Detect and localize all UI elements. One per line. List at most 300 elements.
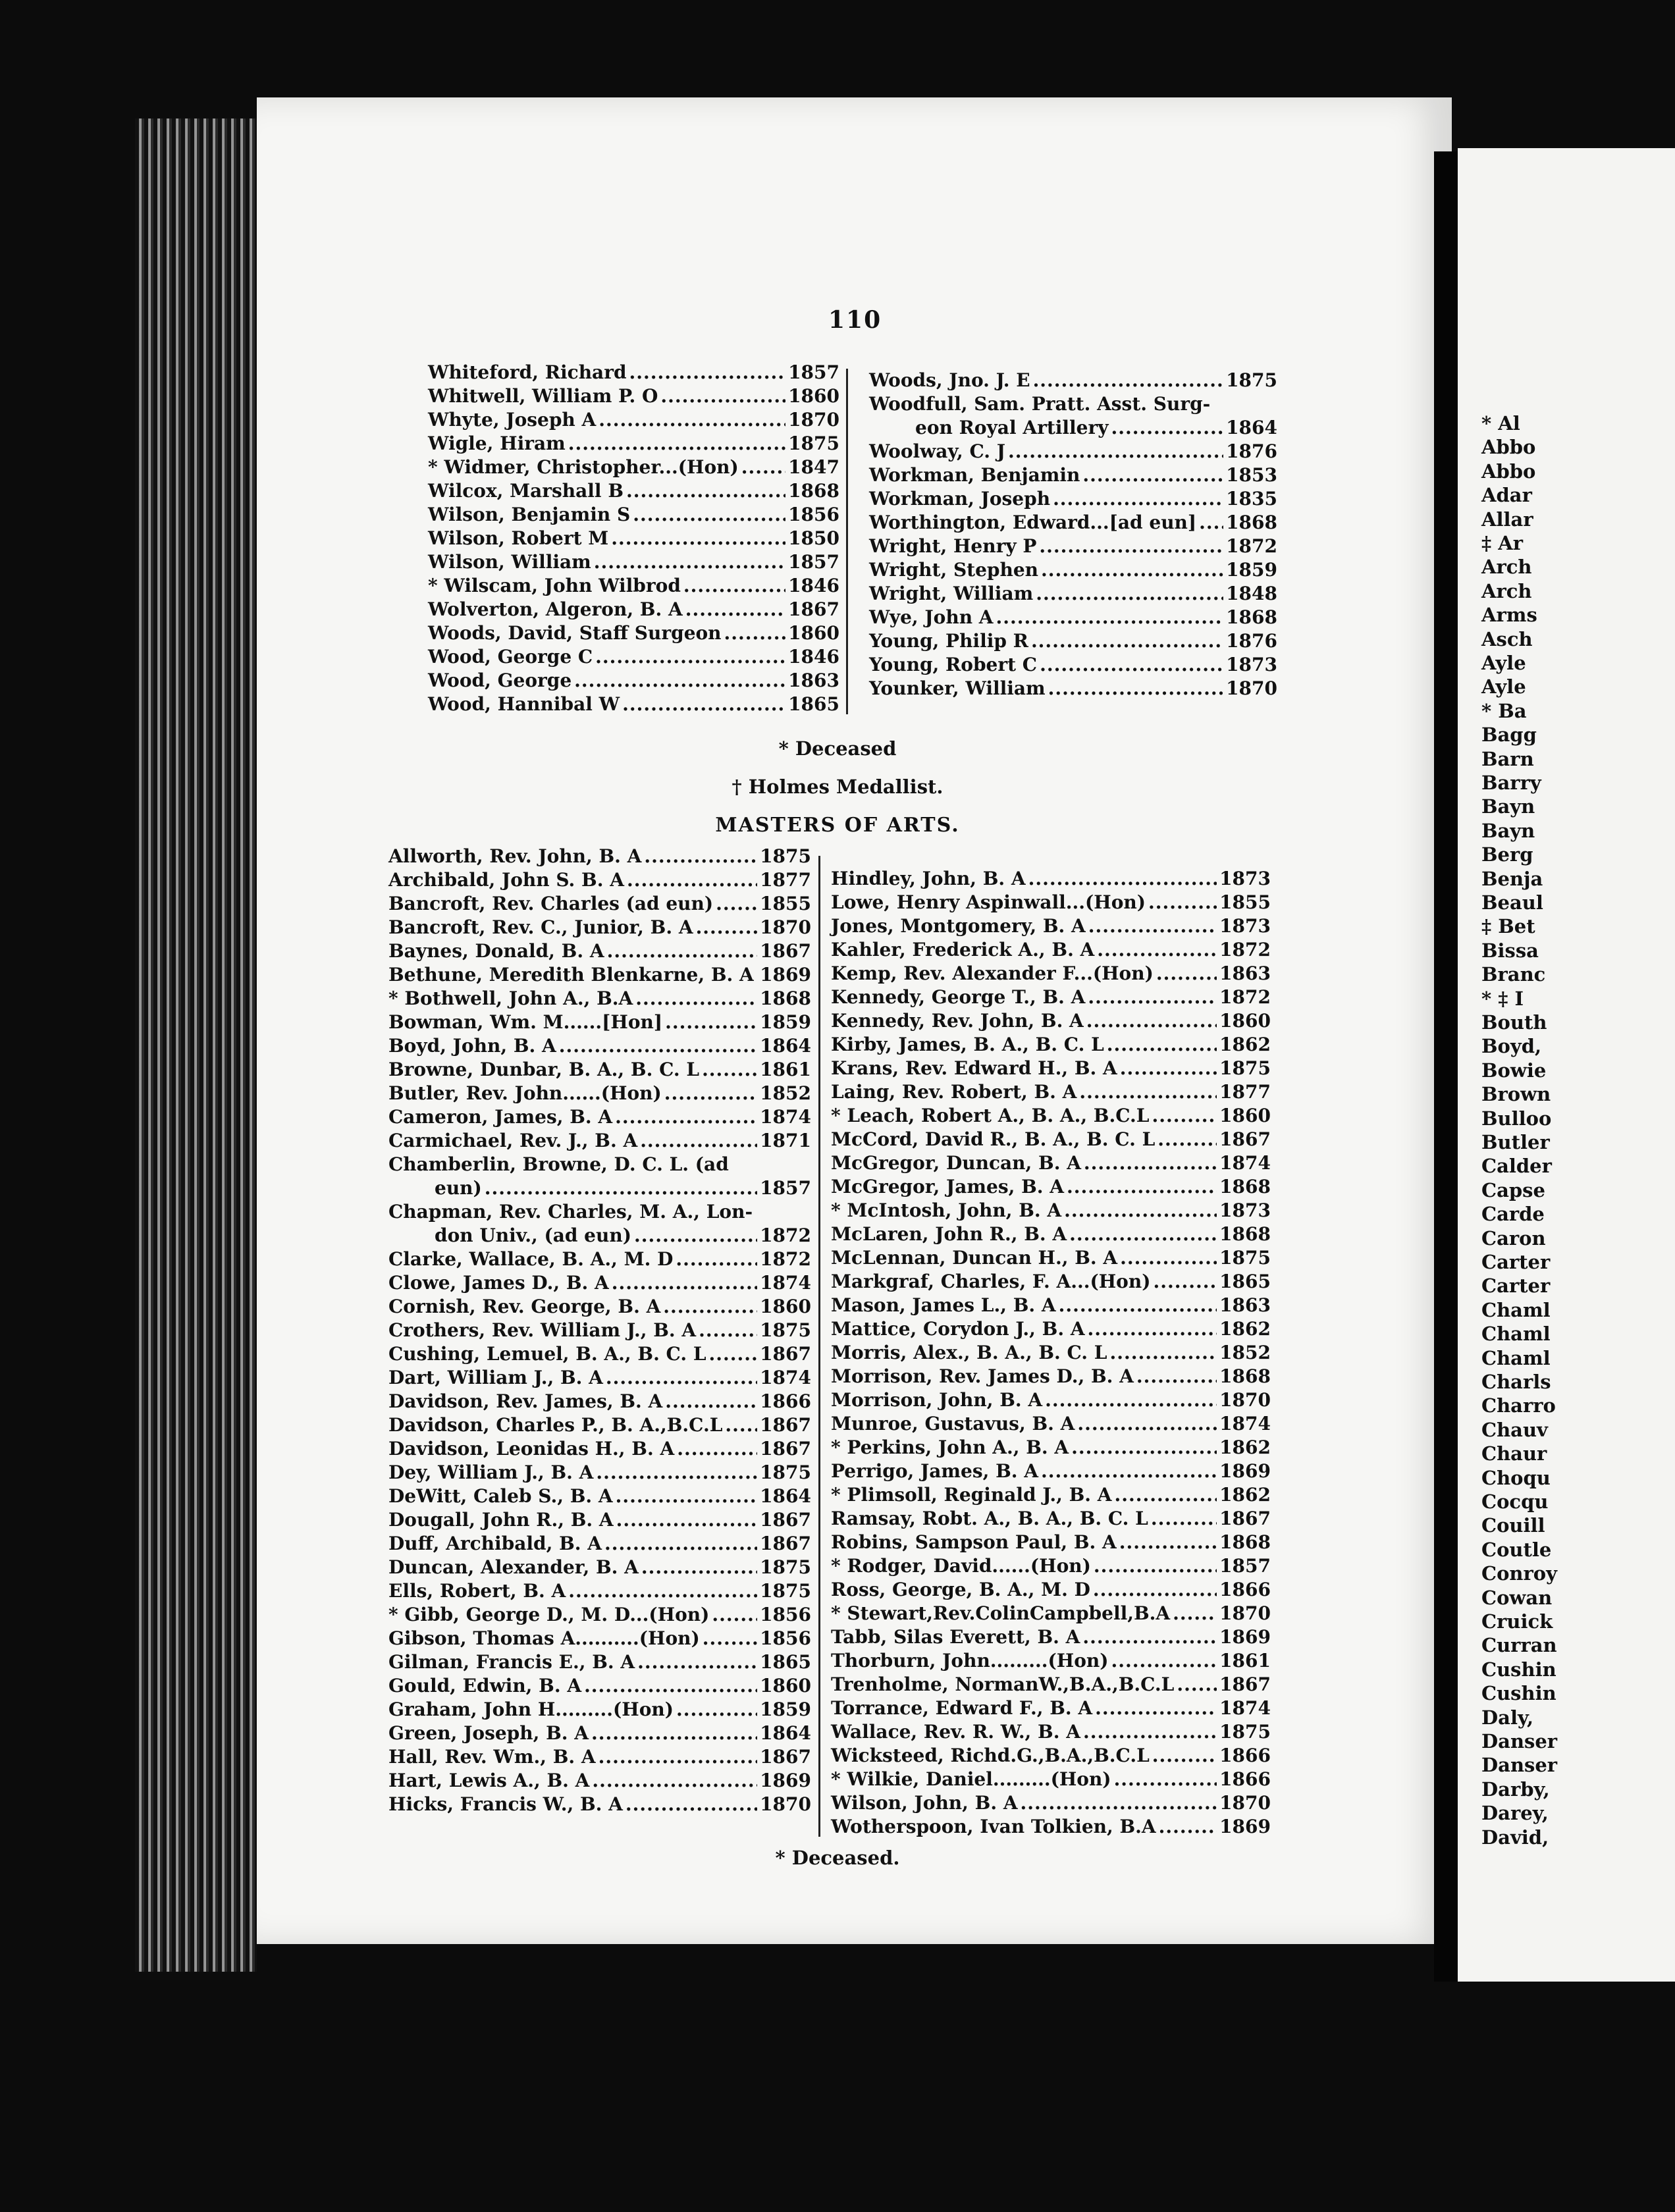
entry-year: 1872 <box>760 1248 811 1270</box>
facing-page-fragment: Chaml <box>1481 1346 1551 1369</box>
entry-name: * Wilkie, Daniel.........(Hon) <box>831 1768 1111 1790</box>
entry-year: 1860 <box>1219 1105 1271 1126</box>
entry-year: 1874 <box>1219 1413 1271 1435</box>
entry-name: * Gibb, George D., M. D...(Hon) <box>388 1604 710 1625</box>
entry-year: 1866 <box>1219 1579 1271 1600</box>
dot-leader <box>1041 558 1223 582</box>
list-item <box>831 1223 1271 1246</box>
entry-year: 1872 <box>1219 939 1271 961</box>
entry-name: Woolway, C. J <box>869 440 1006 462</box>
facing-page-fragment: Boyd, <box>1481 1035 1542 1058</box>
facing-page-fragment: Ayle <box>1481 652 1526 674</box>
entry-year: 1862 <box>1219 1436 1271 1458</box>
list-item <box>388 1508 811 1532</box>
facing-page-fragment: Conroy <box>1481 1562 1557 1585</box>
entry-year: 1875 <box>788 433 839 454</box>
entry-year: 1867 <box>760 1746 811 1768</box>
entry-year: 1865 <box>788 693 839 715</box>
list-item <box>388 1390 811 1413</box>
dot-leader <box>637 1650 757 1674</box>
list-item <box>388 1058 811 1082</box>
list-item <box>831 1246 1271 1270</box>
dot-leader <box>1048 677 1223 700</box>
entry-name: Butler, Rev. John......(Hon) <box>388 1082 662 1104</box>
list-item <box>388 1556 811 1579</box>
list-item <box>428 527 839 550</box>
facing-page-fragment: Abbo <box>1481 436 1536 459</box>
entry-name: Worthington, Edward...[ad eun] <box>869 512 1197 533</box>
list-item <box>831 1033 1271 1057</box>
list-item <box>388 1105 811 1129</box>
dot-leader <box>696 916 758 939</box>
entry-year: 1865 <box>1219 1271 1271 1292</box>
dot-leader <box>1028 867 1217 891</box>
entry-name: * Leach, Robert A., B. A., B.C.L <box>831 1105 1150 1126</box>
entry-year: 1857 <box>1219 1555 1271 1577</box>
entry-name: * Wilscam, John Wilbrod <box>428 575 681 596</box>
entry-year: 1861 <box>760 1059 811 1080</box>
entry-name: Cushing, Lemuel, B. A., B. C. L <box>388 1343 706 1365</box>
list-item <box>831 938 1271 962</box>
facing-page-fragment: Coutle <box>1481 1538 1552 1561</box>
entry-name: Woods, David, Staff Surgeon <box>428 622 722 644</box>
entry-year: 1875 <box>1219 1247 1271 1269</box>
facing-page-fragment: Arch <box>1481 579 1532 602</box>
list-item <box>388 1271 811 1295</box>
dot-leader <box>625 1793 757 1816</box>
entry-year: 1848 <box>1226 583 1277 604</box>
entry-year: 1877 <box>1219 1081 1271 1103</box>
entry-year: 1866 <box>1219 1745 1271 1766</box>
list-item <box>831 1104 1271 1128</box>
list-item <box>388 1200 811 1224</box>
list-item <box>831 1412 1271 1436</box>
entry-name: Mason, James L., B. A <box>831 1294 1056 1316</box>
entry-name: * Widmer, Christopher...(Hon) <box>428 456 739 478</box>
entry-name: Tabb, Silas Everett, B. A <box>831 1626 1080 1648</box>
dot-leader <box>595 645 785 669</box>
dot-leader <box>676 1698 757 1722</box>
list-item <box>869 463 1277 487</box>
list-item <box>831 962 1271 986</box>
entry-name: Wood, Hannibal W <box>428 693 620 715</box>
dot-leader <box>741 456 785 479</box>
entry-name: Duff, Archibald, B. A <box>388 1533 602 1554</box>
entry-name: * Rodger, David......(Hon) <box>831 1555 1091 1577</box>
dot-leader <box>641 1556 757 1579</box>
facing-page-fragment: Brown <box>1481 1083 1551 1106</box>
list-item <box>831 1317 1271 1341</box>
column-divider <box>846 369 848 714</box>
list-item <box>831 1483 1271 1507</box>
facing-page-fragment: Darey, <box>1481 1802 1549 1825</box>
entry-year: 1862 <box>1219 1484 1271 1506</box>
entry-year: 1875 <box>1219 1721 1271 1743</box>
dot-leader <box>1177 1673 1217 1697</box>
facing-page-fragment: * Ba <box>1481 699 1527 722</box>
deceased-note: * Deceased <box>778 737 897 760</box>
dot-leader <box>1095 1697 1217 1720</box>
list-item <box>831 867 1271 891</box>
dot-leader <box>665 1390 757 1413</box>
entry-year: 1869 <box>760 964 811 986</box>
dot-leader <box>1039 535 1223 558</box>
entry-name: Whiteford, Richard <box>428 361 627 383</box>
entry-name: eun) <box>435 1177 482 1199</box>
list-item <box>831 1151 1271 1175</box>
dot-leader <box>616 1485 757 1508</box>
dot-leader <box>724 621 786 645</box>
entry-name: Dougall, John R., B. A <box>388 1509 614 1531</box>
dot-leader <box>615 1105 757 1129</box>
entry-year: 1868 <box>1226 606 1277 628</box>
dot-leader <box>1153 1270 1217 1294</box>
list-item <box>831 1199 1271 1223</box>
facing-page-fragment: Calder <box>1481 1155 1552 1178</box>
entry-year: 1855 <box>760 893 811 914</box>
list-item <box>388 1153 811 1176</box>
dot-leader <box>1033 369 1224 392</box>
entry-year: 1866 <box>760 1390 811 1412</box>
dot-leader <box>1114 1768 1217 1791</box>
list-item <box>428 693 839 716</box>
deceased-note-bottom: * Deceased. <box>775 1847 900 1869</box>
entry-year: 1863 <box>1219 962 1271 984</box>
dot-leader <box>677 1437 757 1461</box>
entry-name: Torrance, Edward F., B. A <box>831 1697 1093 1719</box>
entry-year: 1867 <box>760 1414 811 1436</box>
entry-name: Dart, William J., B. A <box>388 1367 603 1388</box>
entry-name: * Plimsoll, Reginald J., B. A <box>831 1484 1112 1506</box>
entry-name: Kirby, James, B. A., B. C. L <box>831 1034 1104 1055</box>
list-item <box>428 503 839 527</box>
facing-page-fragment: Cruick <box>1481 1610 1553 1633</box>
entry-year: 1871 <box>760 1130 811 1151</box>
dot-leader <box>592 1769 757 1793</box>
entry-name: Thorburn, John.........(Hon) <box>831 1650 1109 1672</box>
entry-year: 1874 <box>1219 1697 1271 1719</box>
dot-leader <box>660 384 785 408</box>
list-item <box>428 621 839 645</box>
list-item <box>428 598 839 621</box>
list-item <box>388 1532 811 1556</box>
dot-leader <box>622 693 785 716</box>
entry-year: 1869 <box>760 1770 811 1791</box>
list-item <box>388 1176 811 1200</box>
entry-name: Gibson, Thomas A..........(Hon) <box>388 1627 700 1649</box>
entry-year: 1872 <box>1219 986 1271 1008</box>
entry-name: Kennedy, George T., B. A <box>831 986 1086 1008</box>
list-item <box>428 408 839 432</box>
entry-year: 1868 <box>788 480 839 502</box>
entry-name: Chapman, Rev. Charles, M. A., Lon- <box>388 1201 753 1223</box>
graduates-right-column <box>869 369 1277 700</box>
list-item <box>428 550 839 574</box>
list-item <box>388 1437 811 1461</box>
facing-page-fragment: Abbo <box>1481 460 1536 483</box>
list-item <box>869 416 1277 440</box>
facing-page-fragment: Beaul <box>1481 891 1543 914</box>
entry-year: 1846 <box>788 646 839 668</box>
entry-name: McGregor, James, B. A <box>831 1176 1064 1198</box>
entry-name: Workman, Benjamin <box>869 464 1080 486</box>
entry-year: 1864 <box>760 1035 811 1057</box>
dot-leader <box>612 1271 757 1295</box>
facing-page-fragment: Arms <box>1481 604 1537 627</box>
list-item <box>831 1649 1271 1673</box>
facing-page-fragment: * Al <box>1481 412 1520 434</box>
facing-page-fragment: Cocqu <box>1481 1490 1549 1513</box>
entry-year: 1861 <box>1219 1650 1271 1672</box>
entry-name: Wallace, Rev. R. W., B. A <box>831 1721 1080 1743</box>
dot-leader <box>1041 1460 1217 1483</box>
entry-name: Allworth, Rev. John, B. A <box>388 845 642 867</box>
list-item <box>388 892 811 916</box>
entry-name: Crothers, Rev. William J., B. A <box>388 1319 697 1341</box>
entry-name: Cameron, James, B. A <box>388 1106 613 1128</box>
entry-year: 1867 <box>760 1438 811 1460</box>
entry-year: 1862 <box>1219 1318 1271 1340</box>
entry-name: Bowman, Wm. M......[Hon] <box>388 1011 663 1033</box>
list-item <box>388 1319 811 1342</box>
facing-page-fragment: ‡ Bet <box>1481 915 1535 938</box>
entry-name: Ramsay, Robt. A., B. A., B. C. L <box>831 1508 1148 1529</box>
entry-year: 1865 <box>760 1651 811 1673</box>
dot-leader <box>1111 416 1224 440</box>
entry-name: Young, Philip R <box>869 630 1028 652</box>
dot-leader <box>702 1058 757 1082</box>
section-title: MASTERS OF ARTS. <box>715 814 960 837</box>
entry-name: Krans, Rev. Edward H., B. A <box>831 1057 1117 1079</box>
entry-name: Davidson, Rev. James, B. A <box>388 1390 663 1412</box>
dot-leader <box>616 1508 757 1532</box>
entry-name: Perrigo, James, B. A <box>831 1460 1038 1482</box>
dot-leader <box>559 1034 757 1058</box>
list-item <box>388 1603 811 1627</box>
masters-right-column <box>831 867 1271 1839</box>
list-item <box>831 914 1271 938</box>
entry-name: Ross, George, B. A., M. D <box>831 1579 1090 1600</box>
facing-page-fragment: Barry <box>1481 772 1541 794</box>
list-item <box>388 845 811 868</box>
entry-name: Whyte, Joseph A <box>428 409 597 431</box>
entry-name: Hicks, Francis W., B. A <box>388 1793 623 1815</box>
dot-leader <box>1115 1483 1217 1507</box>
entry-year: 1856 <box>788 504 839 525</box>
list-item <box>388 1413 811 1437</box>
entry-year: 1873 <box>1219 915 1271 937</box>
list-item <box>831 1768 1271 1791</box>
entry-name: Clowe, James D., B. A <box>388 1272 609 1294</box>
list-item <box>831 1009 1271 1033</box>
entry-year: 1855 <box>1219 891 1271 913</box>
entry-year: 1870 <box>1219 1602 1271 1624</box>
list-item <box>428 479 839 503</box>
entry-year: 1867 <box>1219 1508 1271 1529</box>
entry-name: Baynes, Donald, B. A <box>388 940 604 962</box>
facing-page-fragment: Branc <box>1481 963 1546 986</box>
entry-name: Laing, Rev. Robert, B. A <box>831 1081 1077 1103</box>
dot-leader <box>665 1011 757 1034</box>
list-item <box>831 1460 1271 1483</box>
entry-name: Wilson, Benjamin S <box>428 504 631 525</box>
facing-page-fragment: Barn <box>1481 747 1534 770</box>
entry-name: Young, Robert C <box>869 654 1038 675</box>
list-item <box>388 1342 811 1366</box>
list-item <box>388 1011 811 1034</box>
facing-page-fragment: Adar <box>1481 484 1532 507</box>
entry-year: 1870 <box>760 1793 811 1815</box>
facing-page-fragment: Danser <box>1481 1730 1558 1752</box>
list-item <box>831 1791 1271 1815</box>
entry-name: Morrison, John, B. A <box>831 1389 1043 1411</box>
dot-leader <box>1107 1033 1217 1057</box>
dot-leader <box>1088 914 1217 938</box>
dot-leader <box>1152 1104 1217 1128</box>
dot-leader <box>703 1627 757 1650</box>
entry-year: 1873 <box>1219 868 1271 889</box>
entry-name: Carmichael, Rev. J., B. A <box>388 1130 638 1151</box>
dot-leader <box>1097 938 1217 962</box>
facing-page-fragment: Bouth <box>1481 1011 1547 1034</box>
list-item <box>388 963 811 987</box>
dot-leader <box>629 361 786 384</box>
dot-leader <box>1109 1341 1217 1365</box>
holmes-medallist-note: † Holmes Medallist. <box>731 776 944 798</box>
list-item <box>388 987 811 1011</box>
list-item <box>388 1082 811 1105</box>
list-item <box>388 1129 811 1153</box>
dot-leader <box>1079 1080 1217 1104</box>
entry-year: 1876 <box>1226 630 1277 652</box>
entry-year: 1835 <box>1226 488 1277 510</box>
entry-name: Hindley, John, B. A <box>831 868 1026 889</box>
entry-name: Davidson, Leonidas H., B. A <box>388 1438 675 1460</box>
facing-page-fragment: Bagg <box>1481 724 1537 747</box>
entry-name: Wright, Henry P <box>869 535 1037 557</box>
entry-year: 1859 <box>1226 559 1277 581</box>
entry-name: Dey, William J., B. A <box>388 1462 594 1483</box>
list-item <box>428 645 839 669</box>
entry-year: 1864 <box>760 1485 811 1507</box>
entry-name: Bethune, Meredith Blenkarne, B. A <box>388 964 754 986</box>
entry-name: Munroe, Gustavus, B. A <box>831 1413 1075 1435</box>
entry-name: Woods, Jno. J. E <box>869 369 1030 391</box>
list-item <box>388 939 811 963</box>
entry-year: 1874 <box>760 1272 811 1294</box>
dot-leader <box>1059 1294 1217 1317</box>
entry-year: 1877 <box>760 869 811 891</box>
facing-page-fragment: Chaml <box>1481 1323 1551 1346</box>
dot-leader <box>1094 1554 1217 1578</box>
entry-name: Wigle, Hiram <box>428 433 566 454</box>
dot-leader <box>1093 1578 1217 1602</box>
entry-name: DeWitt, Caleb S., B. A <box>388 1485 613 1507</box>
list-item <box>388 1745 811 1769</box>
entry-name: Robins, Sampson Paul, B. A <box>831 1531 1117 1553</box>
column-divider <box>818 856 820 1837</box>
dot-leader <box>611 527 785 550</box>
dot-leader <box>664 1082 757 1105</box>
list-item <box>428 456 839 479</box>
entry-year: 1875 <box>760 845 811 867</box>
entry-year: 1870 <box>788 409 839 431</box>
list-item <box>831 1625 1271 1649</box>
facing-page-fragment: Carter <box>1481 1275 1551 1298</box>
dot-leader <box>1008 440 1223 463</box>
entry-year: 1867 <box>788 598 839 620</box>
list-item <box>388 1461 811 1485</box>
facing-page-fragment: Chaml <box>1481 1298 1551 1321</box>
entry-year: 1864 <box>1226 417 1277 438</box>
dot-leader <box>635 987 757 1011</box>
facing-page-fragment: Cushin <box>1481 1682 1556 1705</box>
list-item <box>831 1270 1271 1294</box>
facing-page-fragment: Bulloo <box>1481 1107 1552 1130</box>
entry-name: Jones, Montgomery, B. A <box>831 915 1086 937</box>
list-item <box>869 369 1277 392</box>
entry-year: 1868 <box>1226 512 1277 533</box>
entry-year: 1867 <box>1219 1673 1271 1695</box>
page-number: 110 <box>828 306 882 334</box>
entry-year: 1870 <box>760 916 811 938</box>
entry-year: 1870 <box>1219 1792 1271 1814</box>
list-item <box>388 1034 811 1058</box>
dot-leader <box>1031 629 1223 653</box>
facing-page-fragment: Carter <box>1481 1251 1551 1273</box>
entry-name: McCord, David R., B. A., B. C. L <box>831 1128 1156 1150</box>
entry-name: Hart, Lewis A., B. A <box>388 1770 590 1791</box>
facing-page-fragment: Chaur <box>1481 1442 1547 1465</box>
entry-name: Gilman, Francis E., B. A <box>388 1651 635 1673</box>
list-item <box>831 1578 1271 1602</box>
facing-page-fragment: Bayn <box>1481 795 1535 818</box>
entry-name: Wright, William <box>869 583 1034 604</box>
list-item <box>831 1436 1271 1460</box>
entry-name: Wilcox, Marshall B <box>428 480 624 502</box>
entry-year: 1875 <box>760 1556 811 1578</box>
dot-leader <box>598 1745 757 1769</box>
entry-year: 1850 <box>788 527 839 549</box>
entry-name: Ells, Robert, B. A <box>388 1580 566 1602</box>
entry-year: 1872 <box>1226 535 1277 557</box>
entry-name: McGregor, Duncan, B. A <box>831 1152 1081 1174</box>
list-item <box>388 1650 811 1674</box>
list-item <box>831 1080 1271 1104</box>
entry-name: Wilson, John, B. A <box>831 1792 1018 1814</box>
list-item <box>831 1815 1271 1839</box>
entry-name: McLennan, Duncan H., B. A <box>831 1247 1118 1269</box>
list-item <box>388 1485 811 1508</box>
list-item <box>869 629 1277 653</box>
facing-page-fragment: Bayn <box>1481 819 1535 842</box>
list-item <box>388 1224 811 1248</box>
masters-left-column <box>388 845 811 1816</box>
entry-year: 1863 <box>1219 1294 1271 1316</box>
entry-year: 1875 <box>760 1580 811 1602</box>
dot-leader <box>574 669 785 693</box>
list-item <box>388 1248 811 1271</box>
entry-year: 1875 <box>1226 369 1277 391</box>
entry-year: 1857 <box>788 551 839 573</box>
facing-page-fragment: Carde <box>1481 1203 1545 1226</box>
entry-year: 1860 <box>788 385 839 407</box>
entry-name: McLaren, John R., B. A <box>831 1223 1067 1245</box>
list-item <box>831 1720 1271 1744</box>
list-item <box>388 1793 811 1816</box>
entry-name: Kahler, Frederick A., B. A <box>831 939 1095 961</box>
entry-name: Lowe, Henry Aspinwall...(Hon) <box>831 891 1146 913</box>
